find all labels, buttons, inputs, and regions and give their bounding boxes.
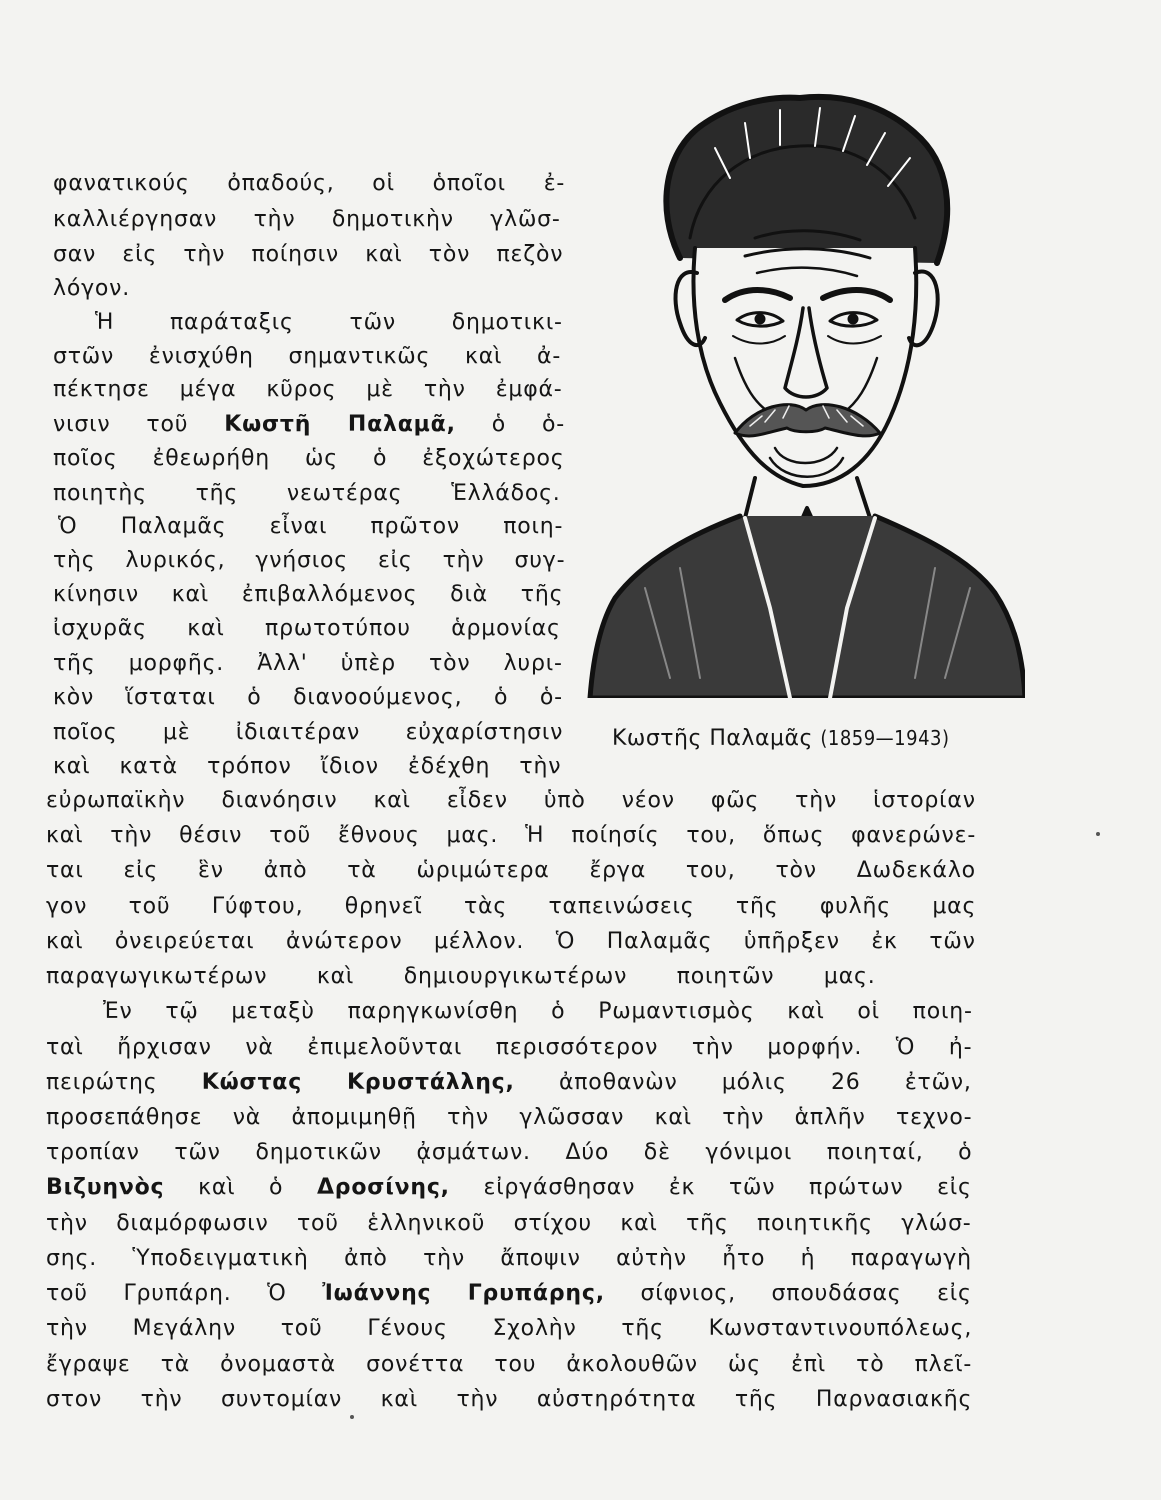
text-line: στῶν ἐνισχύθη σημαντικῶς καὶ ἀ-	[53, 344, 562, 369]
text-line: παραγωγικωτέρων καὶ δημιουργικωτέρων ποιητῶν μας.	[46, 964, 876, 989]
text-line: στον τὴν συντομίαν καὶ τὴν αὐστηρότητα τῆς Παρνασιακῆς	[46, 1387, 973, 1412]
text-line: γον τοῦ Γύφτου, θρηνεῖ τὰς ταπεινώσεις τῆς φυλῆς μας	[46, 894, 977, 919]
text-line: ἔγραψε τὰ ὀνομαστὰ σονέττα του ἀκολουθῶν ὡς ἐπὶ τὸ πλεῖ-	[46, 1352, 973, 1377]
text-line: καὶ ὀνειρεύεται ἀνώτερον μέλλον. Ὁ Παλαμᾶς ὑπῆρξεν ἐκ τῶν	[46, 929, 976, 954]
text-line: σαν εἰς τὴν ποίησιν καὶ τὸν πεζὸν	[53, 242, 564, 267]
text-line: Ὁ Παλαμᾶς εἶναι πρῶτον ποιη-	[58, 514, 564, 539]
text-line: τὴς λυρικός, γνήσιος εἰς τὴν συγ-	[53, 548, 566, 573]
text-line: ποῖος μὲ ἰδιαιτέραν εὐχαρίστησιν	[53, 720, 564, 745]
text-line: ἰσχυρᾶς καὶ πρωτοτύπου ἁρμονίας	[53, 616, 561, 641]
text-line: καὶ τὴν θέσιν τοῦ ἔθνους μας. Ἡ ποίησίς του, ὅπως φανερώνε-	[46, 823, 977, 848]
text-line: καλλιέργησαν τὴν δημοτικὴν γλῶσ-	[53, 207, 561, 232]
caption-name: Κωστῆς Παλαμᾶς	[612, 726, 813, 751]
bold-name: Βιζυηνὸς	[46, 1175, 165, 1200]
portrait-caption	[612, 723, 949, 754]
bold-name: Κωστῆ Παλαμᾶ,	[224, 412, 456, 437]
text-line: τοῦ Γρυπάρη. Ὁ Ἰωάννης Γρυπάρης, σίφνιος, σπουδάσας εἰς	[46, 1281, 972, 1306]
text-line: σης. Ὑποδειγματικὴ ἀπὸ τὴν ἄποψιν αὐτὴν ἦτο ἡ παραγωγὴ	[46, 1246, 972, 1271]
text-line: Βιζυηνὸς καὶ ὁ Δροσίνης, εἰργάσθησαν ἐκ τῶν πρώτων εἰς	[46, 1175, 972, 1200]
text-line: ποῖος ἐθεωρήθη ὡς ὁ ἐξοχώτερος	[53, 446, 565, 471]
text-line: νισιν τοῦ Κωστῆ Παλαμᾶ, ὁ ὁ-	[53, 412, 565, 437]
text-line: κίνησιν καὶ ἐπιβαλλόμενος διὰ τῆς	[53, 582, 564, 607]
page-speck	[350, 1415, 354, 1419]
text-line: Ἐν τῷ μεταξὺ παρηγκωνίσθη ὁ Ρωμαντισμὸς καὶ οἱ ποιη-	[103, 999, 973, 1024]
bold-name: Ἰωάννης Γρυπάρης,	[322, 1281, 605, 1306]
text-line: φανατικούς ὀπαδούς, οἱ ὁποῖοι ἐ-	[53, 171, 566, 196]
text-line: τὴν Μεγάλην τοῦ Γένους Σχολὴν τῆς Κωνσταντινουπόλεως,	[46, 1316, 973, 1341]
text-line: εὐρωπαϊκὴν διανόησιν καὶ εἶδεν ὑπὸ νέον φῶς τὴν ἱστορίαν	[46, 788, 976, 813]
text-line: καὶ κατὰ τρόπον ἴδιον ἐδέχθη τὴν	[53, 754, 562, 779]
text-line: τῆς μορφῆς. Ἀλλ' ὑπὲρ τὸν λυρι-	[53, 651, 563, 676]
text-line: ται εἰς ἓν ἀπὸ τὰ ὡριμώτερα ἔργα του, τὸν Δωδεκάλο	[46, 858, 976, 883]
text-line: κὸν ἵσταται ὁ διανοούμενος, ὁ ὁ-	[53, 685, 563, 710]
text-line: προσεπάθησε νὰ ἀπομιμηθῇ τὴν γλῶσσαν καὶ τὴν ἁπλῆν τεχνο-	[46, 1105, 973, 1130]
page-speck	[1096, 832, 1100, 836]
caption-years: (1859—1943)	[820, 726, 950, 750]
bold-name: Δροσίνης,	[316, 1175, 450, 1200]
text-line: τὴν διαμόρφωσιν τοῦ ἑλληνικοῦ στίχου καὶ τῆς ποιητικῆς γλώσ-	[46, 1211, 972, 1236]
text-line: ταὶ ἤρχισαν νὰ ἐπιμελοῦνται περισσότερον τὴν μορφήν. Ὁ ἠ-	[46, 1035, 973, 1060]
text-line: τροπίαν τῶν δημοτικῶν ᾀσμάτων. Δύο δὲ γόνιμοι ποιηταί, ὁ	[46, 1140, 973, 1165]
text-line: Ἡ παράταξις τῶν δημοτικι-	[95, 310, 563, 335]
text-line: πειρώτης Κώστας Κρυστάλλης, ἀποθανὼν μόλις 26 ἐτῶν,	[46, 1070, 972, 1095]
bold-name: Κώστας Κρυστάλλης,	[201, 1070, 515, 1095]
palamas-portrait-illustration	[585, 88, 1025, 698]
text-line: ποιητὴς τῆς νεωτέρας Ἑλλάδος.	[53, 481, 561, 506]
text-line: πέκτησε μέγα κῦρος μὲ τὴν ἐμφά-	[53, 377, 563, 402]
text-line: λόγον.	[53, 276, 131, 301]
